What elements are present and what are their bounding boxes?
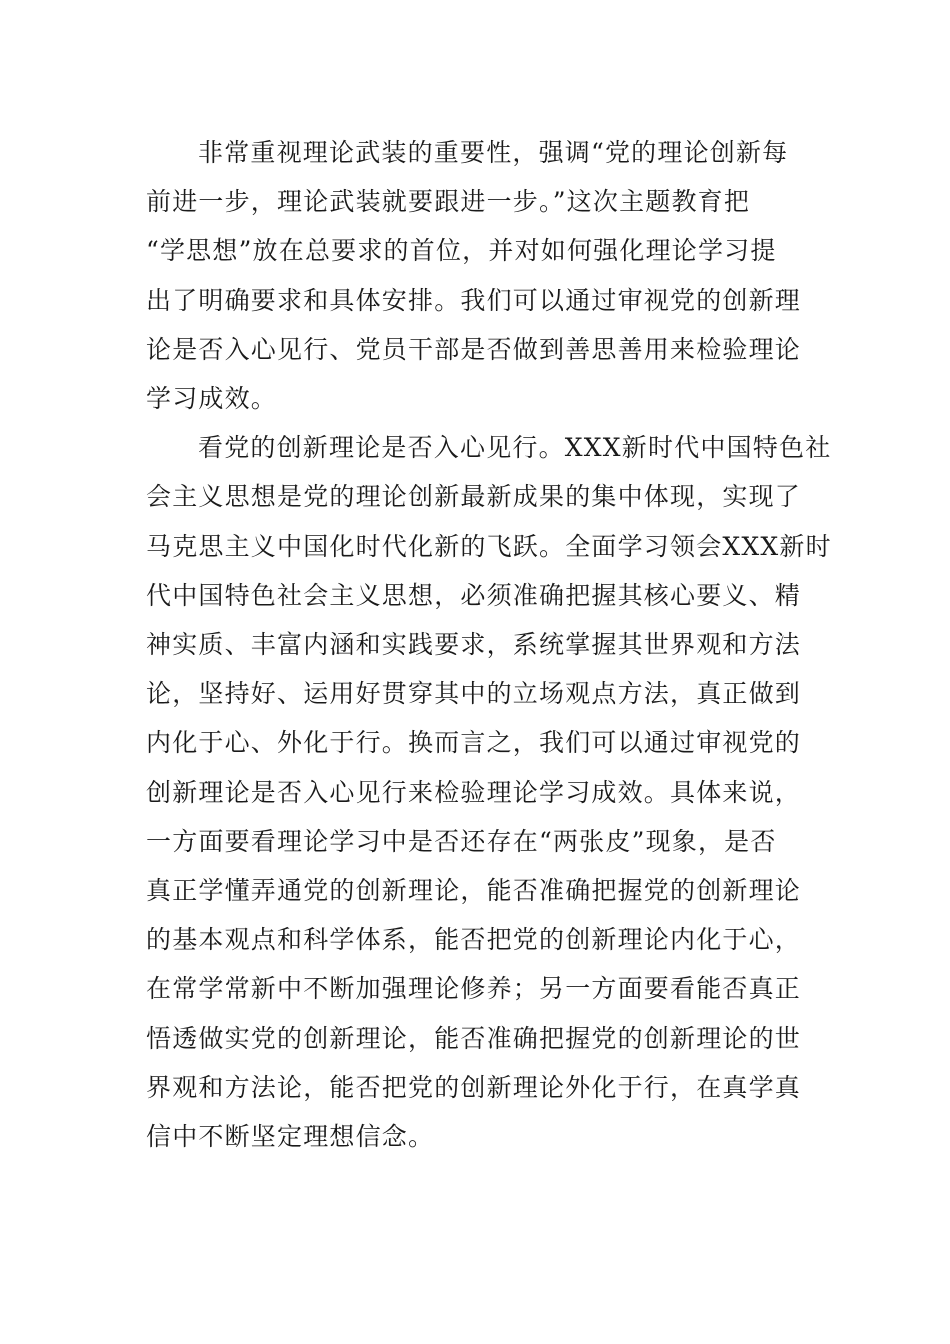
paragraph-line: 一方面要看理论学习中是否还存在“两张皮”现象，是否 [146,826,777,856]
paragraph-line: 会主义思想是党的理论创新最新成果的集中体现，实现了 [146,482,802,512]
paragraph-line: 出了明确要求和具体安排。我们可以通过审视党的创新理 [146,285,802,315]
paragraph-line: 代中国特色社会主义思想，必须准确把握其核心要义、精 [146,580,802,610]
paragraph-line: 非常重视理论武装的重要性，强调“党的理论创新每 [198,138,789,167]
paragraph-2 [146,423,832,1161]
paragraph-line: 看党的创新理论是否入心见行。XXX新时代中国特色社 [198,433,832,463]
paragraph-line: 真正学懂弄通党的创新理论，能否准确把握党的创新理论 [146,876,802,906]
paragraph-line: 马克思主义中国化时代化新的飞跃。全面学习领会XXX新时 [146,531,832,561]
paragraph-line: 界观和方法论，能否把党的创新理论外化于行，在真学真 [146,1072,802,1102]
paragraph-line: 内化于心、外化于行。换而言之，我们可以通过审视党的 [146,728,802,758]
paragraph-line: 神实质、丰富内涵和实践要求，系统掌握其世界观和方法 [146,630,802,660]
paragraph-line: “学思想”放在总要求的首位，并对如何强化理论学习提 [146,236,777,266]
paragraph-line: 前进一步，理论武装就要跟进一步。”这次主题教育把 [146,187,751,217]
paragraph-line: 悟透做实党的创新理论，能否准确把握党的创新理论的世 [146,1023,802,1053]
paragraph-line: 信中不断坚定理想信念。 [146,1122,435,1152]
paragraph-line: 论是否入心见行、党员干部是否做到善思善用来检验理论 [146,334,802,364]
paragraph-1 [146,128,806,423]
paragraph-line: 在常学常新中不断加强理论修养；另一方面要看能否真正 [146,974,802,1004]
paragraph-line: 创新理论是否入心见行来检验理论学习成效。具体来说， [146,777,802,807]
paragraph-line: 论，坚持好、运用好贯穿其中的立场观点方法，真正做到 [146,679,802,709]
paragraph-line: 学习成效。 [146,384,278,414]
document-body [146,128,832,1161]
paragraph-line: 的基本观点和科学体系，能否把党的创新理论内化于心， [146,925,802,955]
